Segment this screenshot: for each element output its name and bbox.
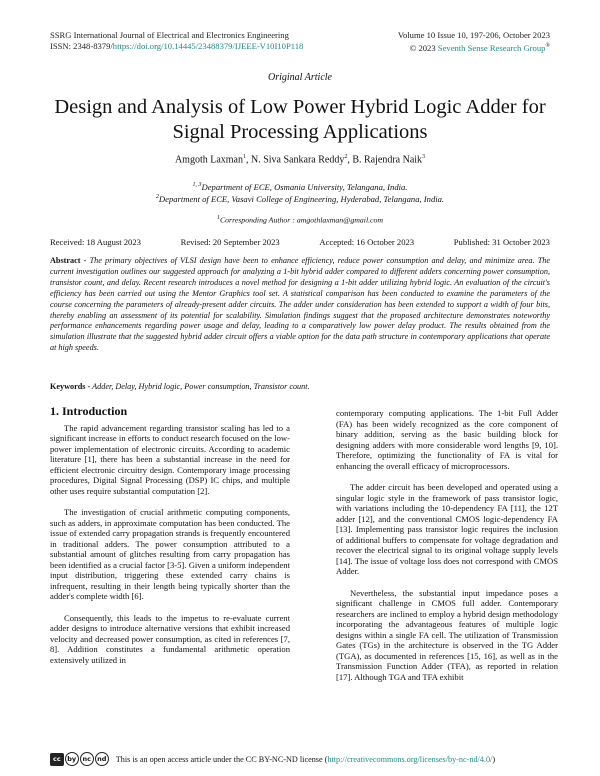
registered-mark: ®: [545, 43, 550, 49]
left-column: [50, 406, 290, 676]
corr-text: Corresponding Author : amgothlaxman@gmail.com: [219, 215, 384, 225]
dates-row: [50, 237, 550, 247]
paragraph-3: Consequently, this leads to the impetus to re-evaluate current adder designs to introduce alternative versions that exhibit increased velocity and decreased power consumption, as cited in references [7, 8]. Addition constitutes a fundamental arithmetic operation extensively utilized in: [50, 612, 290, 665]
paper-title: Design and Analysis of Low Power Hybrid Logic Adder for Signal Processing Applications: [54, 96, 546, 143]
journal-name: SSRG International Journal of Electrical and Electronics Engineering: [50, 30, 289, 40]
aff1-sup: 1, 3: [192, 182, 202, 188]
doi-link[interactable]: https://doi.org/10.14445/23488379/IJEEE-V10I10P118: [112, 41, 304, 51]
copyright-year: © 2023: [409, 42, 436, 53]
right-column: [336, 408, 558, 693]
article-type: Original Article: [268, 72, 332, 83]
publisher-name: Seventh Sense Research Group: [437, 42, 546, 53]
issn: ISSN: 2348-8379/: [50, 41, 113, 51]
keywords: [50, 382, 550, 391]
published-date: Published: 31 October 2023: [453, 237, 550, 247]
abstract-label: Abstract -: [50, 256, 87, 265]
aff2-text: Department of ECE, Vasavi College of Engineering, Hyderabad, Telangana, India.: [158, 193, 445, 204]
affiliation-2: [0, 192, 600, 205]
abstract-text: The primary objectives of VLSI design have been to enhance efficiency, reduce power consumption and delay, and minimize area. The current investigation outlines our suggested approach for analyzing a 1-bit hybrid adder compared to different adders concerning power consumption, transistor count, and delay. Recent research introduces a novel method for designing a 1-bit adder utilizing hybrid logic. An evaluation of the circuit's efficiency has been carried out using the Mentor Graphics tool set. A statistical comparison has been conducted to examine the parameters of the course concerning the parameters of already-present adder circuits. The adder under consideration has been extended to support a width of four bits, thereby enabling an assessment of its potential for scalability. Simulation findings suggest that the proposed architecture demonstrates noteworthy performance enhancements regarding power usage and delay, leading to a comparatively low power delay product. The results obtained from the simulation illustrate that the suggested hybrid adder circuit offers a viable option for the data path structure in contemporary applications that operate at high speeds.: [50, 256, 550, 353]
author-1-sup: 1: [243, 154, 246, 160]
cc-license-icon: [50, 752, 110, 766]
aff1-text: Department of ECE, Osmania University, Telangana, India.: [201, 181, 408, 192]
volume-header: [398, 30, 550, 54]
paragraph-6: Nevertheless, the substantial input impedance poses a significant challenge in CMOS full adder. Contemporary researchers are inclined to employ a hybrid design methodology incorporating the advantageous features of multiple logic designs within a single FA cell. The utilization of Transmission Gates (TGs) in the architecture is observed in the TG Adder (TGA), as documented in references [15, 16], as well as in the Transmission Function Adder (TFA), as reported in relation [17]. Although TGA and TFA exhibit: [336, 587, 558, 682]
corresponding-author: [0, 213, 600, 226]
received-date: Received: 18 August 2023: [50, 237, 141, 247]
paragraph-1: The rapid advancement regarding transistor scaling has led to a significant increase in efforts to conduct research focused on the low-power implementation of electronic circuits. According to academic literature [1], there has been a substantial increase in the need for efficient electronic circuitry design. Contemporary image processing procedures, Digital Signal Processing (DSP) IC chips, and multiple other uses require substantial computation [2].: [50, 422, 290, 496]
license-close: ): [492, 754, 496, 764]
keywords-label: Keywords -: [50, 382, 91, 391]
license-text: This is an open access article under the CC BY-NC-ND license (: [115, 754, 328, 764]
nd-icon: nd: [95, 752, 109, 766]
volume-info: Volume 10 Issue 10, 197-206, October 2023: [397, 30, 550, 40]
nc-icon: nc: [80, 752, 94, 766]
author-2: N. Siva Sankara Reddy: [251, 154, 345, 166]
keywords-text: Adder, Delay, Hybrid logic, Power consumption, Transistor count.: [90, 382, 310, 391]
affiliation-1: [0, 180, 600, 193]
author-2-sup: 2: [344, 154, 348, 160]
paragraph-4: contemporary computing applications. The 1-bit Full Adder (FA) has been widely recognized as the core component of binary addition, serving as the basic building block for designing adders with more considerable word lengths [9, 10]. Therefore, optimizing the functionality of FA is vital for enhancing the overall efficacy of microprocessors.: [336, 408, 558, 471]
author-3-sup: 3: [422, 154, 426, 160]
abstract: [50, 256, 550, 354]
paragraph-5: The adder circuit has been developed and operated using a singular logic style in the framework of pass transistor logic, with variations including the 10-dependency FA [11], the 12T adder [12], and the conventional CMOS logic-dependency FA [13]. Implementing pass transistor logic requires the inclusion of additional buffers to compensate for voltage degradation and recover the electrical signal to its original voltage supply levels [14]. The issue of voltage loss does not correspond with CMOS Adder.: [336, 482, 558, 576]
aff2-sup: 2: [155, 194, 159, 200]
cc-icon: cc: [50, 753, 64, 766]
author-list: Amgoth Laxman$^1$, N. Siva Sankara Reddy$^2$, B. Rajendra Naik$^3$: [174, 154, 426, 166]
author-3: B. Rajendra Naik: [352, 154, 423, 166]
section-heading: 1. Introduction: [50, 404, 128, 418]
by-icon: by: [65, 752, 79, 766]
paragraph-2: The investigation of crucial arithmetic computing components, such as adders, in approximate computation has been conducted. The issue of extended carry propagation strands is frequently encountered in traditional adders. The power consumption attributed to a substantial amount of glitches resulting from carry propagation has been identified as a crucial factor [3-5]. Given a uniform independent input distribution, triggering these extended carry chains is infrequent, resulting in their length being typically shorter than the adder's complete width [6].: [50, 507, 290, 601]
license-footer: [50, 752, 550, 766]
journal-header: [50, 30, 303, 52]
license-link[interactable]: http://creativecommons.org/licenses/by-nc-nd/4.0/: [327, 754, 493, 764]
corr-sup: 1: [216, 215, 220, 221]
author-1: Amgoth Laxman: [174, 154, 243, 166]
accepted-date: Accepted: 16 October 2023: [319, 237, 415, 247]
revised-date: Revised: 20 September 2023: [180, 237, 280, 247]
